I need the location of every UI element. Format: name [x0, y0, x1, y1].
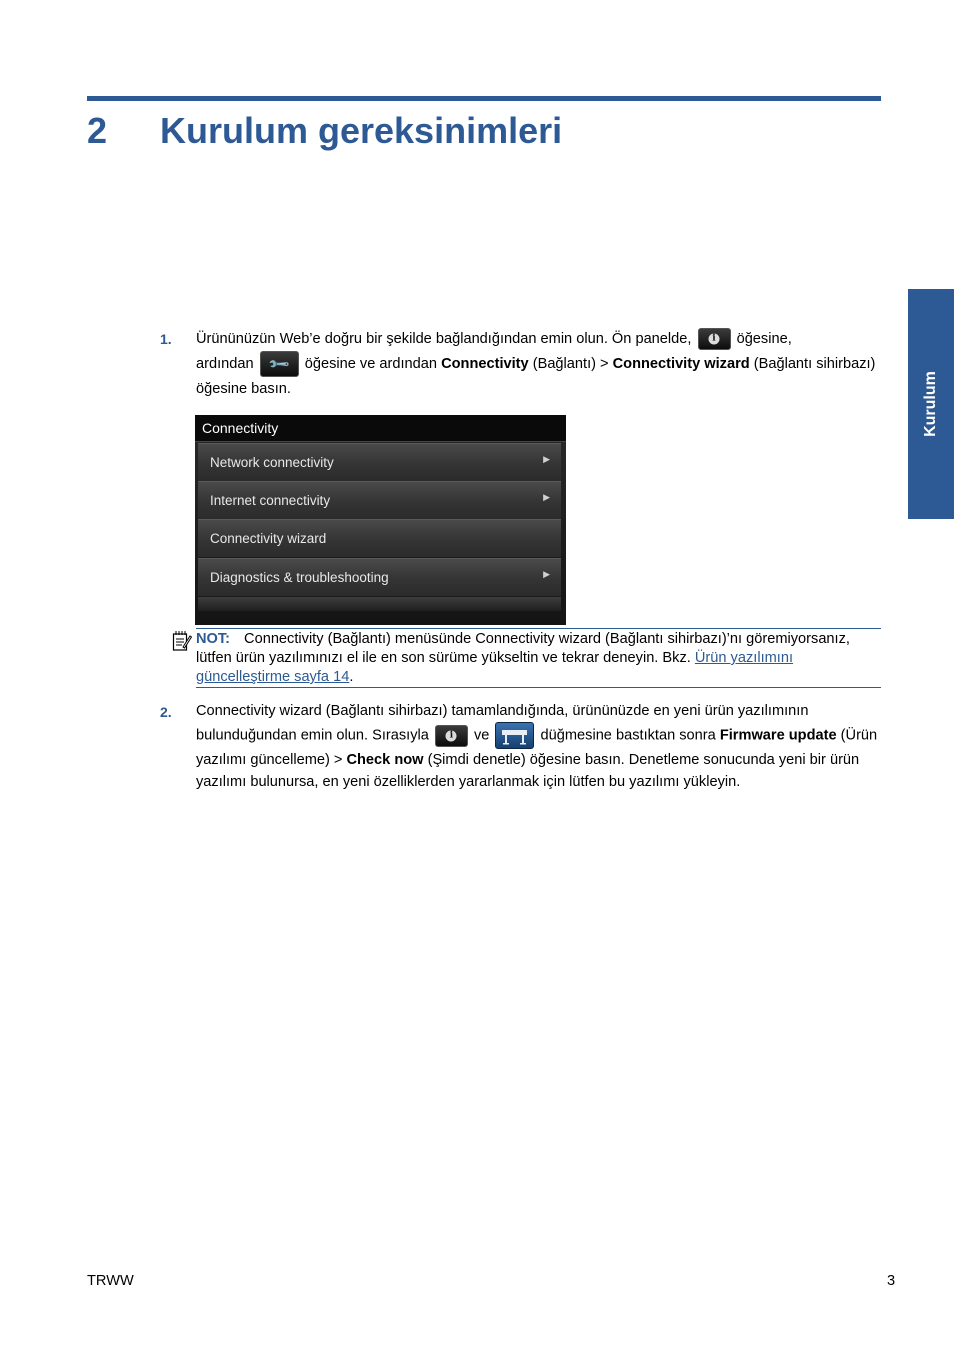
- note-icon: [172, 630, 192, 652]
- step-1-text-d: öğesine ve ardından: [304, 355, 438, 372]
- chevron-right-icon: ▶: [543, 492, 550, 502]
- panel-item-label: Internet connectivity: [210, 493, 331, 508]
- panel-title-bar: [195, 415, 566, 442]
- note-text: [196, 630, 886, 687]
- panel-item-diagnostics[interactable]: [198, 558, 561, 597]
- step-1-text-f: (Bağlantı sihirbazı) öğesine basın.: [196, 355, 876, 397]
- side-tab-label: Kurulum: [922, 371, 939, 437]
- panel-item-network-connectivity[interactable]: [198, 443, 561, 482]
- note-link[interactable]: Ürün yazılımını güncelleştirme sayfa 14: [196, 650, 794, 685]
- step-2-text-a: Connectivity wizard (Bağlantı sihirbazı) tamamlandığında, ürününüzde en yeni ürün yazılımının bulunduğundan emin olun. Sırasıyla: [196, 703, 809, 744]
- panel-item-label: Connectivity wizard: [210, 531, 327, 546]
- chevron-right-icon: ▶: [543, 454, 550, 464]
- step-2-text-e: (Şimdi denetle) öğesine basın. Denetleme sonucunda yeni bir ürün yazılımı bulunursa, en yeni özelliklerden yararlanmak için lütfen bu yazılımı yükleyin.: [196, 752, 860, 790]
- note-rule-top: [196, 628, 881, 629]
- note-label: NOT:: [196, 631, 231, 647]
- step-1-bold-connectivity: Connectivity: [441, 355, 529, 372]
- step-2-text-c: düğmesine bastıktan sonra: [540, 727, 716, 744]
- panel-title: Connectivity: [202, 420, 279, 436]
- chapter-number: 2: [87, 110, 108, 151]
- step-1-text-b: öğesine,: [736, 331, 792, 347]
- panel-item-label: Diagnostics & troubleshooting: [210, 570, 389, 585]
- connectivity-panel: [195, 415, 566, 625]
- top-rule: [87, 96, 881, 101]
- page-number: 3: [887, 1273, 896, 1289]
- step-2-bold-check-now: Check now: [346, 752, 424, 768]
- note-end: .: [349, 669, 354, 685]
- step-2-text-d: (Ürün yazılımı güncelleme) >: [196, 727, 878, 768]
- note-body: Connectivity (Bağlantı) menüsünde Connectivity wizard (Bağlantı sihirbazı)’nı göremiyorsanız, lütfen ürün yazılımınızı el ile en son sürüme yükseltin ve tekrar deneyin. Bkz.: [196, 631, 850, 666]
- printer-glyph: [496, 723, 533, 748]
- info-icon: [698, 328, 731, 350]
- chapter-title: Kurulum gereksinimleri: [160, 110, 563, 151]
- step-2-text-b: ve: [473, 727, 490, 744]
- info-glyph: i: [446, 730, 457, 741]
- step-1-number: 1.: [160, 331, 172, 347]
- footer-left: TRWW: [87, 1273, 134, 1289]
- step-1-text-c: ardından: [196, 355, 254, 372]
- step-1-text: [196, 327, 886, 401]
- side-tab: [908, 289, 954, 519]
- step-1-text-e: (Bağlantı) >: [532, 355, 609, 372]
- wrench-icon: [260, 351, 299, 377]
- panel-empty-row: [198, 597, 561, 611]
- chevron-right-icon: ▶: [543, 569, 550, 579]
- step-1-text-a: Ürününüzün Web’e doğru bir şekilde bağlandığından emin olun. Ön panelde,: [196, 331, 692, 347]
- info-glyph: i: [709, 334, 720, 345]
- step-2-text: [196, 700, 886, 793]
- step-2-number: 2.: [160, 704, 172, 720]
- note-rule-bottom: [196, 687, 881, 688]
- wrench-glyph: 🔧: [267, 352, 292, 376]
- step-1-bold-wizard: Connectivity wizard: [612, 355, 750, 372]
- step-2-bold-firmware: Firmware update: [719, 727, 837, 744]
- printer-icon: [495, 722, 534, 749]
- info-icon: [435, 725, 468, 747]
- panel-item-internet-connectivity[interactable]: [198, 481, 561, 520]
- panel-item-connectivity-wizard[interactable]: [198, 519, 561, 558]
- panel-item-label: Network connectivity: [210, 455, 334, 470]
